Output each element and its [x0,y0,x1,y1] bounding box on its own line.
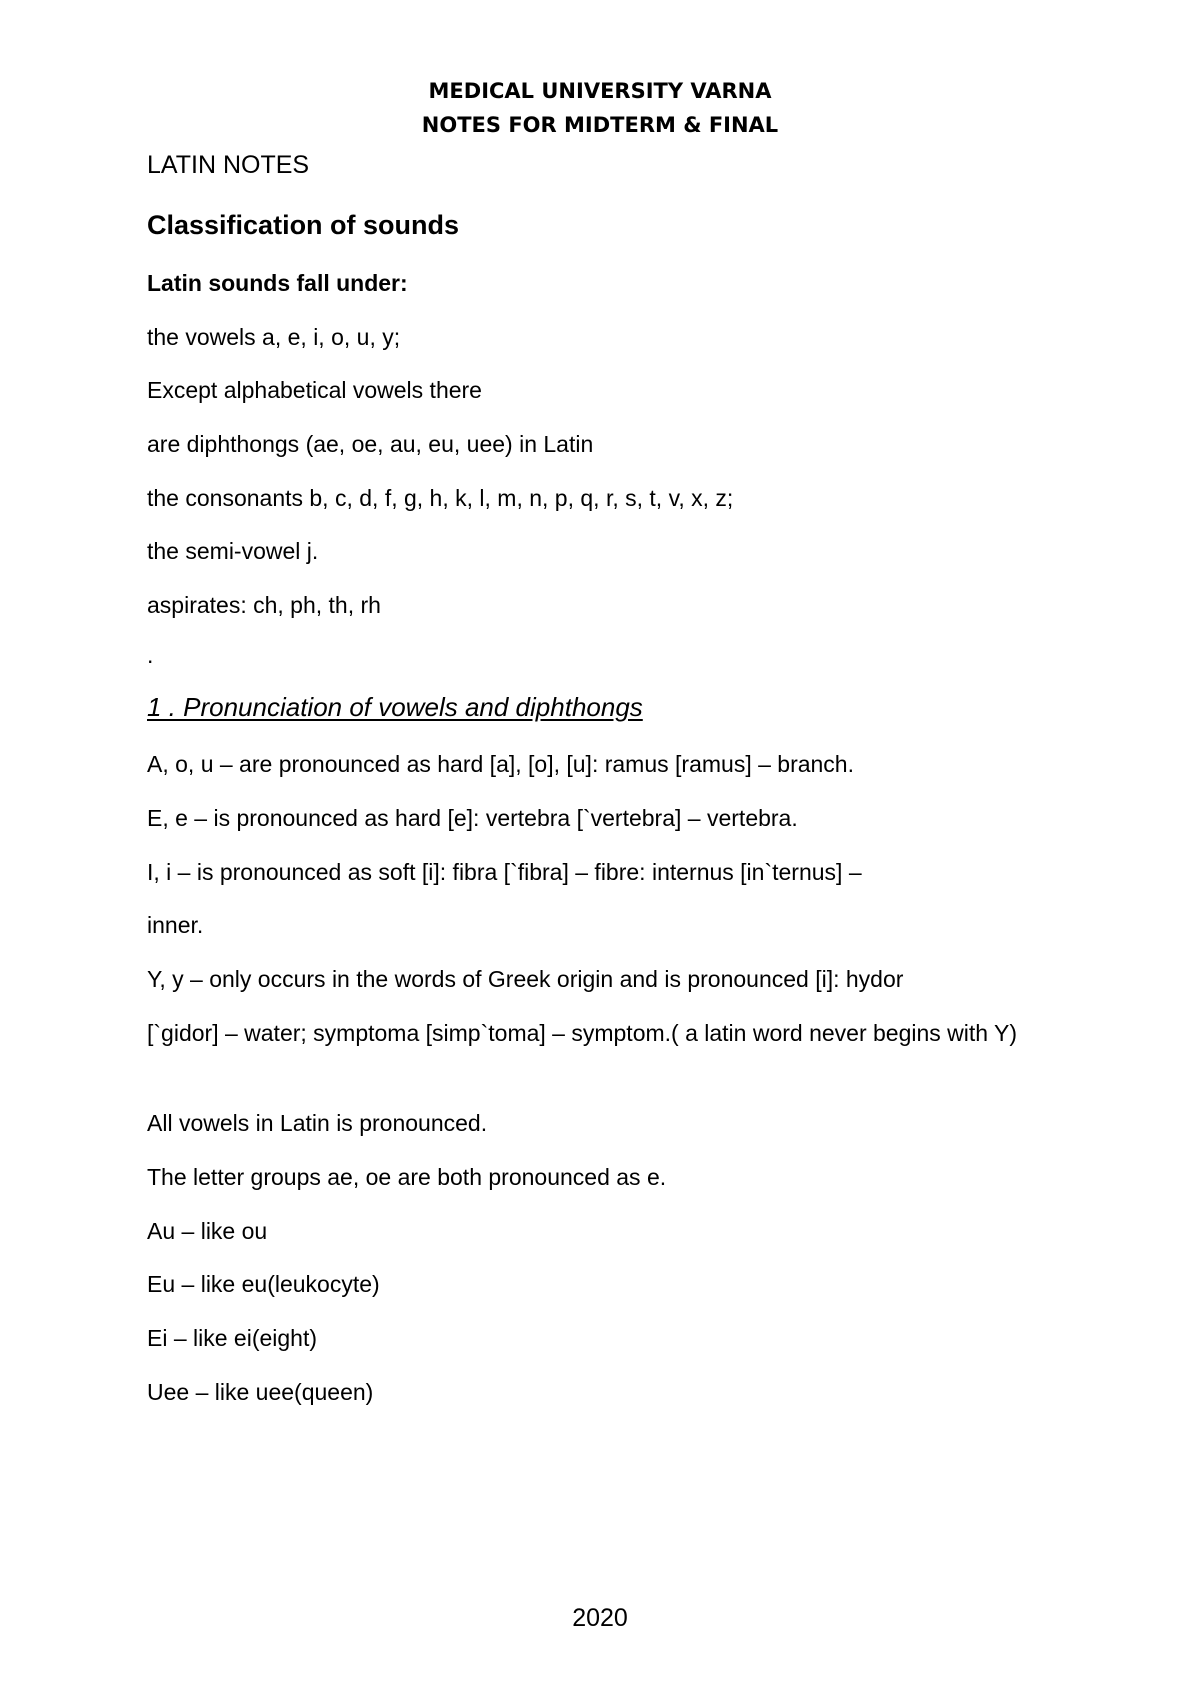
subheading-latin-sounds: Latin sounds fall under: [147,270,408,296]
text-line: Uee – like uee(queen) [147,1379,374,1405]
text-line: A, o, u – are pronounced as hard [a], [o], [u]: ramus [ramus] – branch. [147,751,854,777]
text-line: Y, y – only occurs in the words of Greek origin and is pronounced [i]: hydor [147,966,904,992]
text-line: inner. [147,912,204,938]
header-university: MEDICAL UNIVERSITY VARNA [428,79,772,103]
text-line: The letter groups ae, oe are both pronounced as e. [147,1164,667,1190]
header-notes-title: NOTES FOR MIDTERM & FINAL [421,113,779,137]
section-heading-pronunciation: 1 . Pronunciation of vowels and diphthongs [147,692,643,722]
text-line: . [147,642,154,668]
text-line: the vowels a, e, i, o, u, y; [147,324,401,350]
text-line: aspirates: ch, ph, th, rh [147,592,381,618]
document-title: LATIN NOTES [147,151,310,179]
text-line: are diphthongs (ae, oe, au, eu, uee) in Latin [147,431,594,457]
footer-year: 2020 [572,1604,628,1632]
text-line: the consonants b, c, d, f, g, h, k, l, m, n, p, q, r, s, t, v, x, z; [147,485,734,511]
text-line: I, i – is pronounced as soft [i]: fibra [`fibra] – fibre: internus [in`ternus] – [147,859,862,885]
text-line: Au – like ou [147,1218,268,1244]
section-heading-classification: Classification of sounds [147,210,460,240]
text-line: Eu – like eu(leukocyte) [147,1271,380,1297]
text-line: All vowels in Latin is pronounced. [147,1110,488,1136]
document-header [0,74,1200,142]
text-line: [`gidor] – water; symptoma [simp`toma] – symptom.( a latin word never begins with Y) [147,1020,1018,1046]
text-line: Except alphabetical vowels there [147,377,482,403]
text-line: E, e – is pronounced as hard [e]: vertebra [`vertebra] – vertebra. [147,805,798,831]
text-line: Ei – like ei(eight) [147,1325,318,1351]
text-line: the semi-vowel j. [147,538,319,564]
